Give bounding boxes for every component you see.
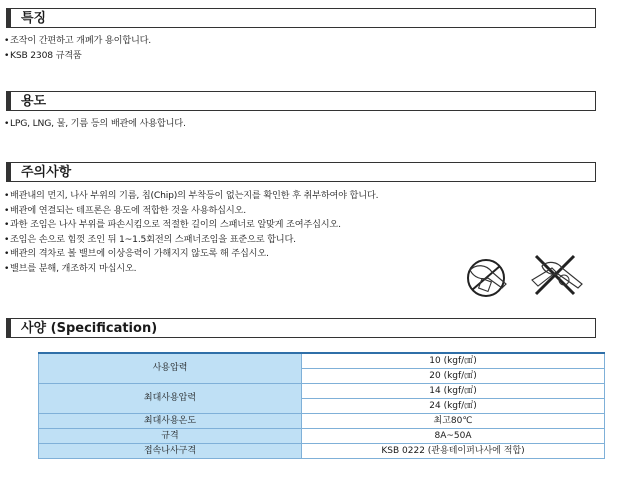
header-accent-bar — [7, 9, 11, 27]
table-row — [39, 444, 605, 459]
list-item: •과한 조임은 나사 부위를 파손시킴으로 적절한 길이의 스패너로 알맞게 조여주십시오. — [4, 219, 341, 231]
usage-list — [4, 117, 604, 132]
spec-header — [6, 318, 596, 338]
spec-value: 14 (kgf/㎠) — [302, 384, 605, 399]
features-title: 특징 — [21, 11, 47, 26]
list-item: •KSB 2308 규격품 — [4, 49, 82, 61]
spec-value: 20 (kgf/㎠) — [302, 369, 605, 384]
table-row — [39, 353, 605, 369]
wrench-cross-icon — [532, 256, 582, 294]
table-row — [39, 429, 605, 444]
spec-label: 규격 — [39, 429, 302, 444]
header-accent-bar — [7, 163, 11, 181]
spec-value: 최고80℃ — [302, 414, 605, 429]
spec-table — [38, 352, 605, 459]
wrench-prohibited-icon — [468, 260, 506, 296]
spec-title: 사양 (Specification) — [21, 321, 158, 336]
spec-label: 사용압력 — [39, 353, 302, 384]
spec-value: 24 (kgf/㎠) — [302, 399, 605, 414]
table-row — [39, 384, 605, 399]
spec-label: 최대사용압력 — [39, 384, 302, 414]
list-item: •LPG, LNG, 물, 기름 등의 배관에 사용합니다. — [4, 118, 186, 129]
usage-title: 용도 — [21, 94, 47, 109]
list-item: •밸브를 분해, 개조하지 마십시오. — [4, 262, 137, 274]
spec-label: 최대사용온도 — [39, 414, 302, 429]
cautions-title: 주의사항 — [21, 165, 72, 180]
list-item: •조임은 손으로 힘껏 조인 뒤 1~1.5회전의 스패너조임을 표준으로 합니다. — [4, 233, 296, 245]
list-item: •배관내의 먼지, 나사 부위의 기름, 칩(Chip)의 부착등이 없는지를 확인한 후 취부하여야 합니다. — [4, 190, 379, 201]
list-item: •배관에 연결되는 테프론은 용도에 적합한 것을 사용하십시오. — [4, 204, 246, 216]
spec-label: 접속나사구격 — [39, 444, 302, 459]
list-item: •조작이 간편하고 개폐가 용이합니다. — [4, 35, 152, 46]
header-accent-bar — [7, 92, 11, 110]
cautions-header — [6, 162, 596, 182]
table-row — [39, 414, 605, 429]
header-accent-bar — [7, 319, 11, 337]
spec-value: 10 (kgf/㎠) — [302, 353, 605, 369]
caution-illustration — [462, 250, 592, 300]
spec-value: 8A~50A — [302, 429, 605, 444]
list-item: •배관의 격차로 볼 밸브에 이상응력이 가해지지 않도록 해 주십시오. — [4, 248, 269, 260]
features-header — [6, 8, 596, 28]
usage-header — [6, 91, 596, 111]
features-list — [4, 34, 604, 63]
spec-value: KSB 0222 (관용테이퍼나사에 적합) — [302, 444, 605, 459]
